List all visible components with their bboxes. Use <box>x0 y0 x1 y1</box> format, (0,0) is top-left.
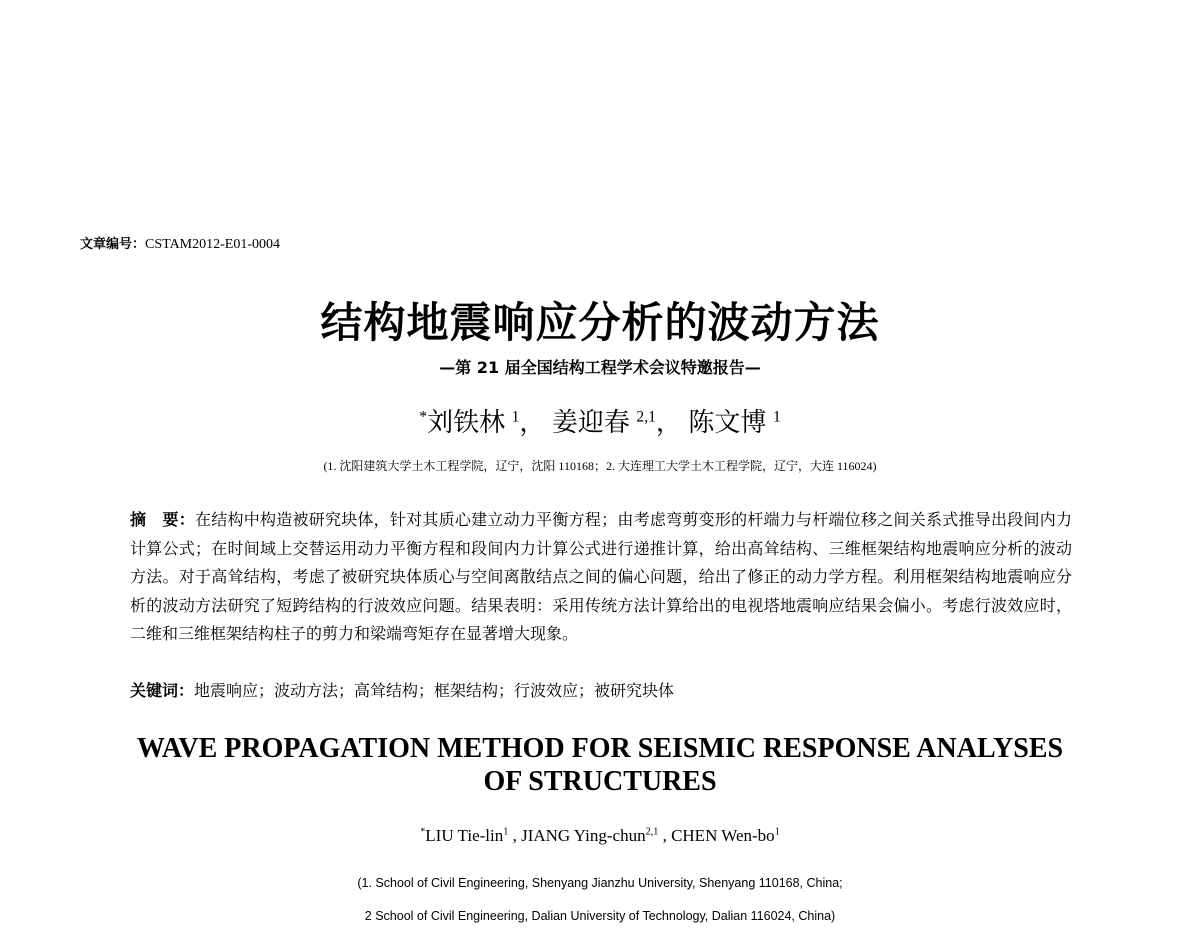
chinese-subtitle: —第 21 届全国结构工程学术会议特邀报告— <box>439 358 761 377</box>
chinese-authors <box>0 402 1200 439</box>
english-affiliation-2: 2 School of Civil Engineering, Dalian University of Technology, Dalian 116024, China) <box>364 909 836 923</box>
chinese-title: 结构地震响应分析的波动方法 <box>320 298 880 347</box>
author: JIANG Ying-chun$^{2,1}$ , <box>521 826 672 845</box>
author: *刘铁林 $^1$， <box>419 408 546 437</box>
keywords-text: 地震响应；波动方法；高耸结构；框架结构；行波效应；被研究块体 <box>194 683 675 700</box>
author: 姜迎春 $^{2,1}$， <box>551 408 682 437</box>
author: *LIU Tie-lin$^1$ , <box>420 826 522 845</box>
chinese-abstract <box>130 506 1072 650</box>
abstract-text: 在结构中构造被研究块体，针对其质心建立动力平衡方程；由考虑弯剪变形的杆端力与杆端位移之间关系式推导出段间内力计算公式；在时间域上交替运用动力平衡方程和段间内力计算公式进行递推计算，给出高耸结构、三维框架结构地震响应分析的波动方法。对于高耸结构，考虑了被研究块体质心与空间离散结点之间的偏心问题，给出了修正的动力学方程。利用框架结构地震响应分析的波动方法研究了短跨结构的行波效应问题。结果表明：采用传统方法计算给出的电视塔地震响应结果会偏小。考虑行波效应时，二维和三维框架结构柱子的剪力和梁端弯矩存在显著增大现象。 <box>130 512 1072 644</box>
english-authors <box>0 826 1200 846</box>
abstract-label: 摘 要： <box>130 510 195 529</box>
keywords-label: 关键词： <box>130 681 195 700</box>
english-title <box>0 732 1200 798</box>
article-number <box>80 233 280 253</box>
article-number-label: 文章编号： <box>80 237 146 252</box>
chinese-affiliation: (1. 沈阳建筑大学土木工程学院，辽宁，沈阳 110168；2. 大连理工大学土木工程学院，辽宁，大连 116024) <box>323 459 877 473</box>
author: 陈文博 $^1$ <box>688 408 781 437</box>
chinese-keywords <box>130 678 674 701</box>
author: CHEN Wen-$bo^1$ <box>671 826 780 845</box>
english-affiliation-1: (1. School of Civil Engineering, Shenyang Jianzhu University, Shenyang 110168, China; <box>357 876 843 890</box>
english-title-line: WAVE PROPAGATION METHOD FOR SEISMIC RESPONSE ANALYSES <box>136 733 1064 764</box>
english-title-line: OF STRUCTURES <box>483 766 717 797</box>
article-number-value: CSTAM2012-E01-0004 <box>145 237 281 252</box>
